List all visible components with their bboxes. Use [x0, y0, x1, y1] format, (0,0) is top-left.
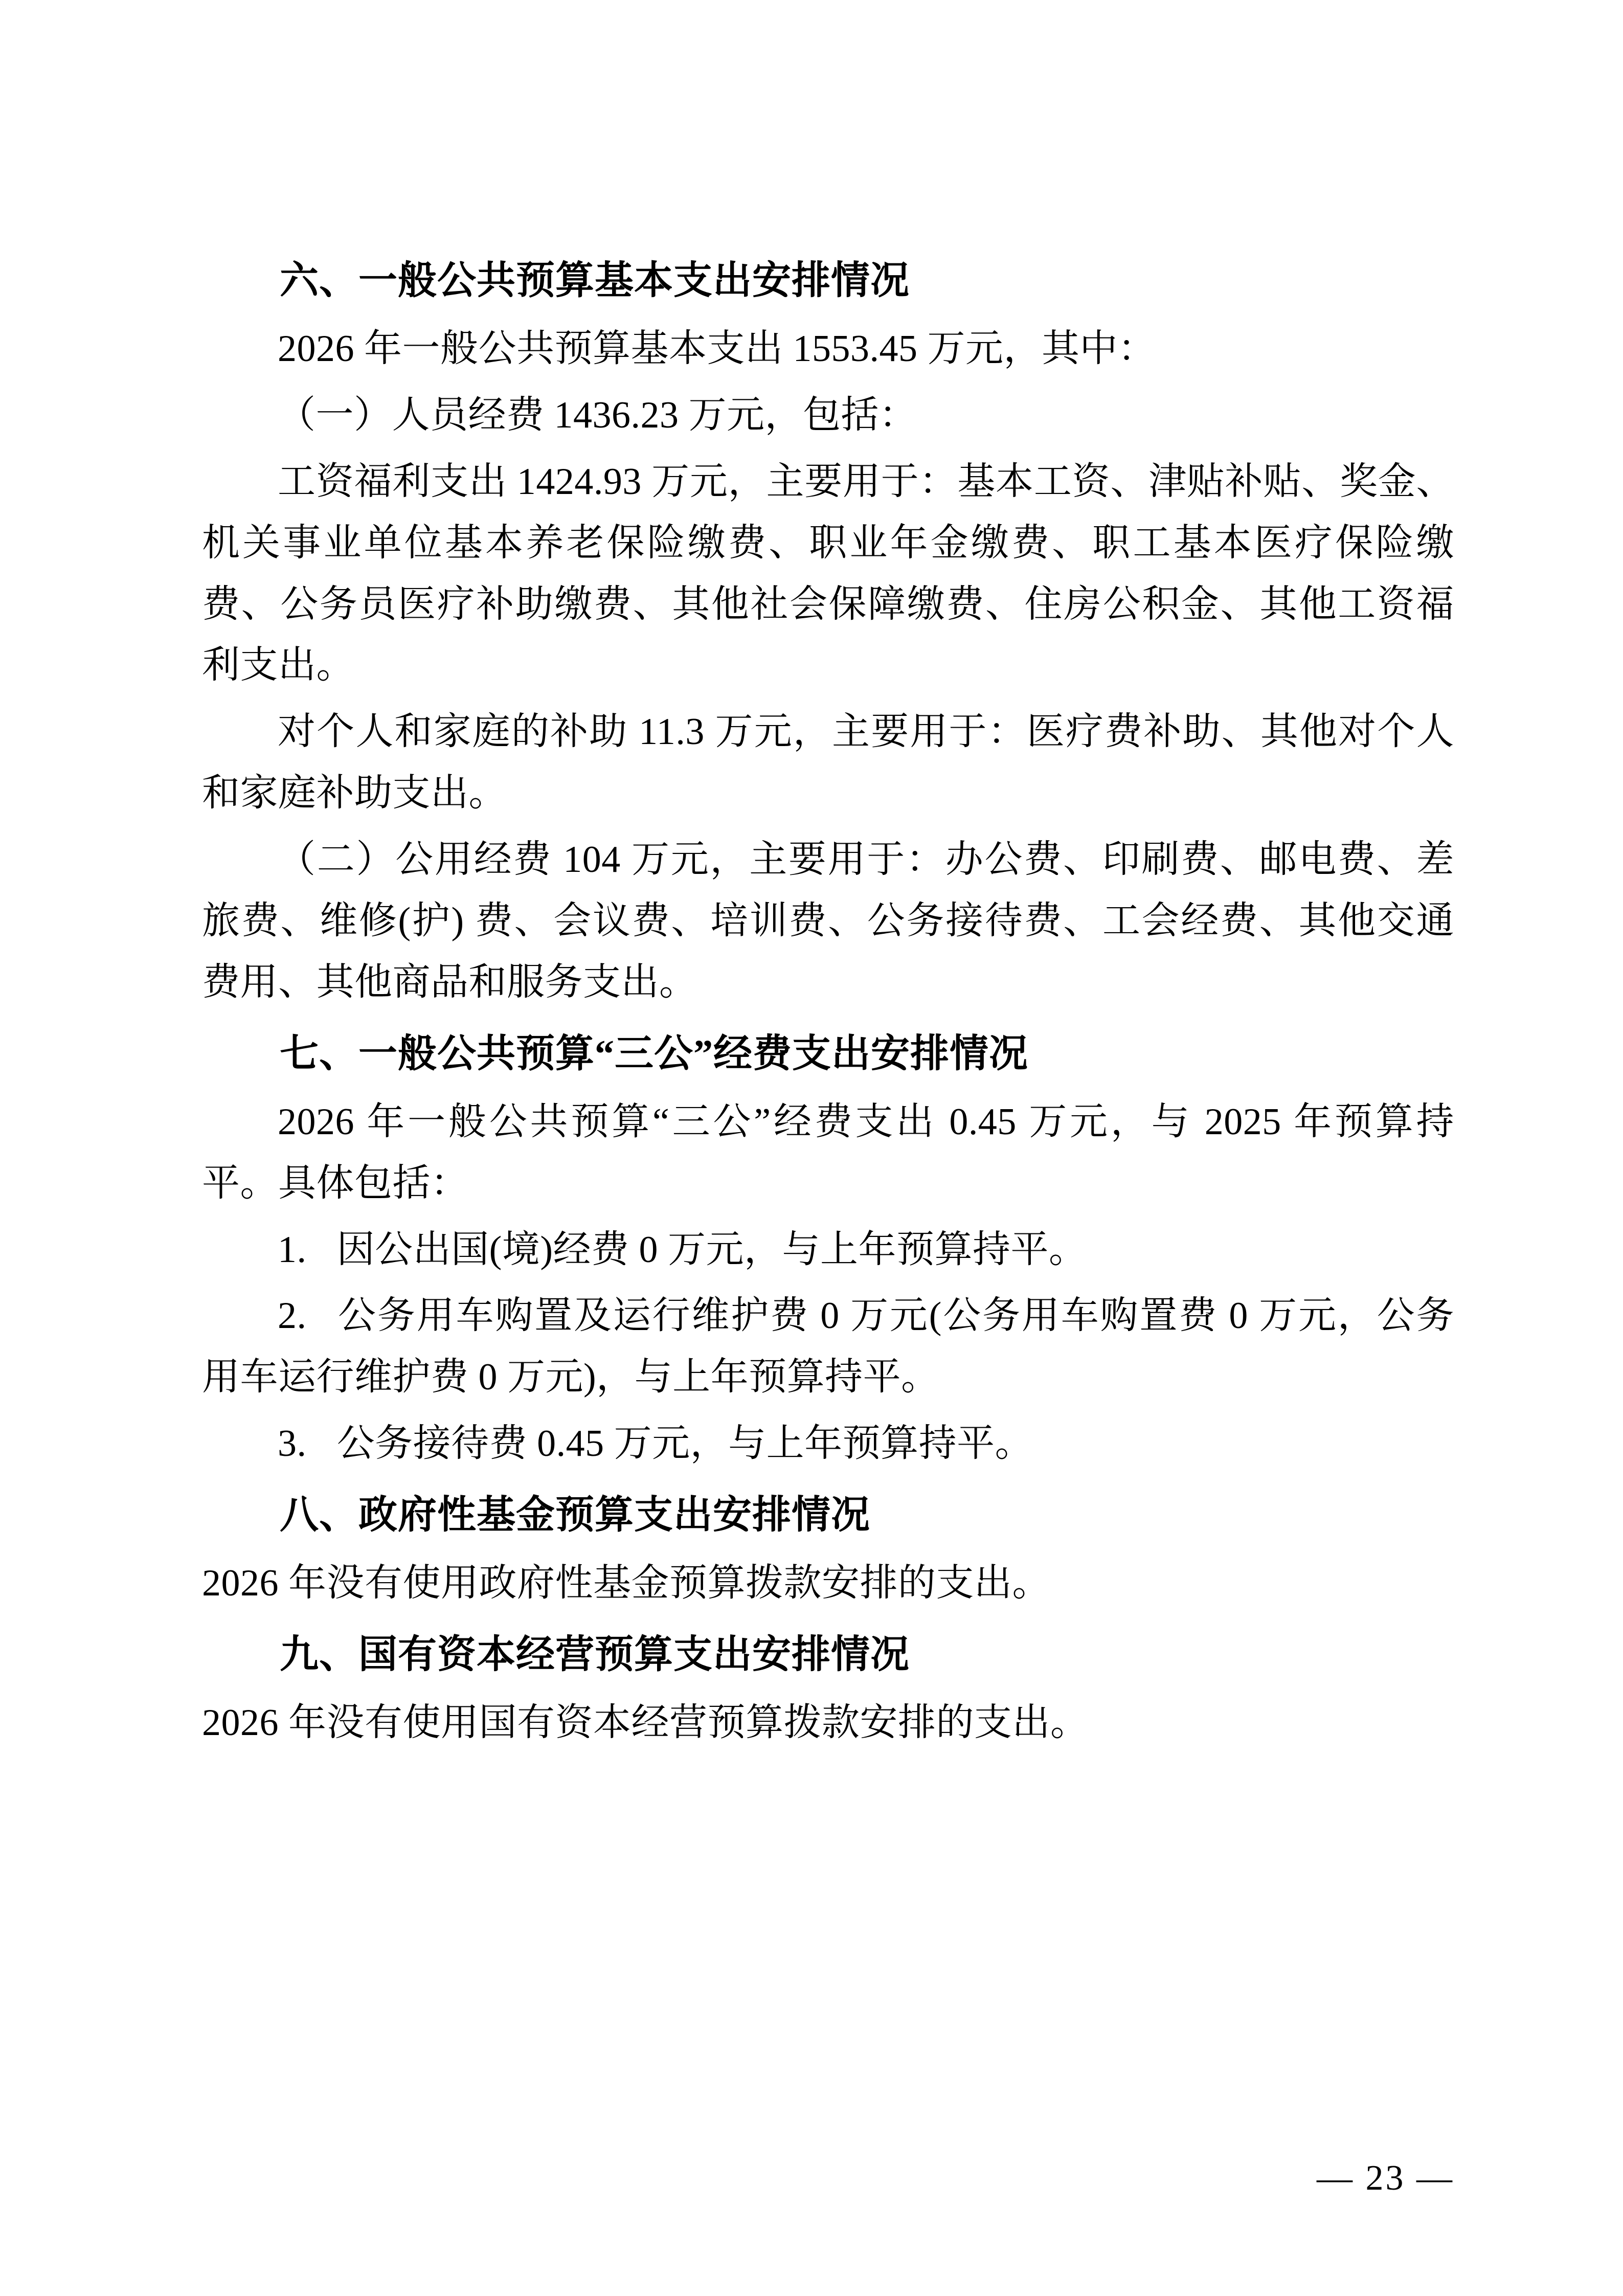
paragraph-seven-1: 2026 年一般公共预算“三公”经费支出 0.45 万元，与 2025 年预算持平。具体包括：	[202, 1100, 1454, 1204]
paragraph-six-5: （二）公用经费 104 万元，主要用于：办公费、印刷费、邮电费、差旅费、维修(护) 费、会议费、培训费、公务接待费、工会经费、其他交通费用、其他商品和服务支出。	[202, 839, 1454, 1003]
paragraph-eight-1: 2026 年没有使用政府性基金预算拨款安排的支出。	[202, 1562, 1050, 1605]
section-heading-nine: 九、国有资本经营预算支出安排情况	[280, 1633, 910, 1677]
list-item-text: 公务接待费 0.45 万元，与上年预算持平。	[336, 1423, 1033, 1465]
paragraph-six-2: （一）人员经费 1436.23 万元，包括：	[278, 394, 917, 436]
list-item-number: 2.	[278, 1295, 307, 1337]
list-item-number: 1.	[278, 1228, 307, 1271]
list-item-seven-1	[202, 1220, 1454, 1281]
list-item-seven-2	[202, 1286, 1454, 1408]
list-item-text: 因公出国(境)经费 0 万元，与上年预算持平。	[336, 1228, 1087, 1271]
section-heading-seven: 七、一般公共预算“三公”经费支出安排情况	[280, 1032, 1028, 1075]
list-item-number: 3.	[278, 1423, 307, 1465]
paragraph-six-3: 工资福利支出 1424.93 万元，主要用于：基本工资、津贴补贴、奖金、机关事业单位基本养老保险缴费、职业年金缴费、职工基本医疗保险缴费、公务员医疗补助缴费、其他社会保障缴费、住房公积金、其他工资福利支出。	[202, 460, 1454, 687]
list-item-seven-3	[202, 1413, 1454, 1475]
document-body	[202, 250, 1454, 1754]
list-item-text: 公务用车购置及运行维护费 0 万元(公务用车购置费 0 万元，公务用车运行维护费 0 万元)，与上年预算持平。	[202, 1295, 1454, 1399]
page-number: — 23 —	[1317, 2158, 1454, 2198]
paragraph-nine-1: 2026 年没有使用国有资本经营预算拨款安排的支出。	[202, 1702, 1089, 1744]
section-heading-six: 六、一般公共预算基本支出安排情况	[280, 259, 910, 302]
paragraph-six-1: 2026 年一般公共预算基本支出 1553.45 万元，其中：	[278, 328, 1156, 370]
paragraph-six-4: 对个人和家庭的补助 11.3 万元，主要用于：医疗费补助、其他对个人和家庭补助支出。	[202, 711, 1454, 815]
section-heading-eight: 八、政府性基金预算支出安排情况	[280, 1494, 870, 1537]
